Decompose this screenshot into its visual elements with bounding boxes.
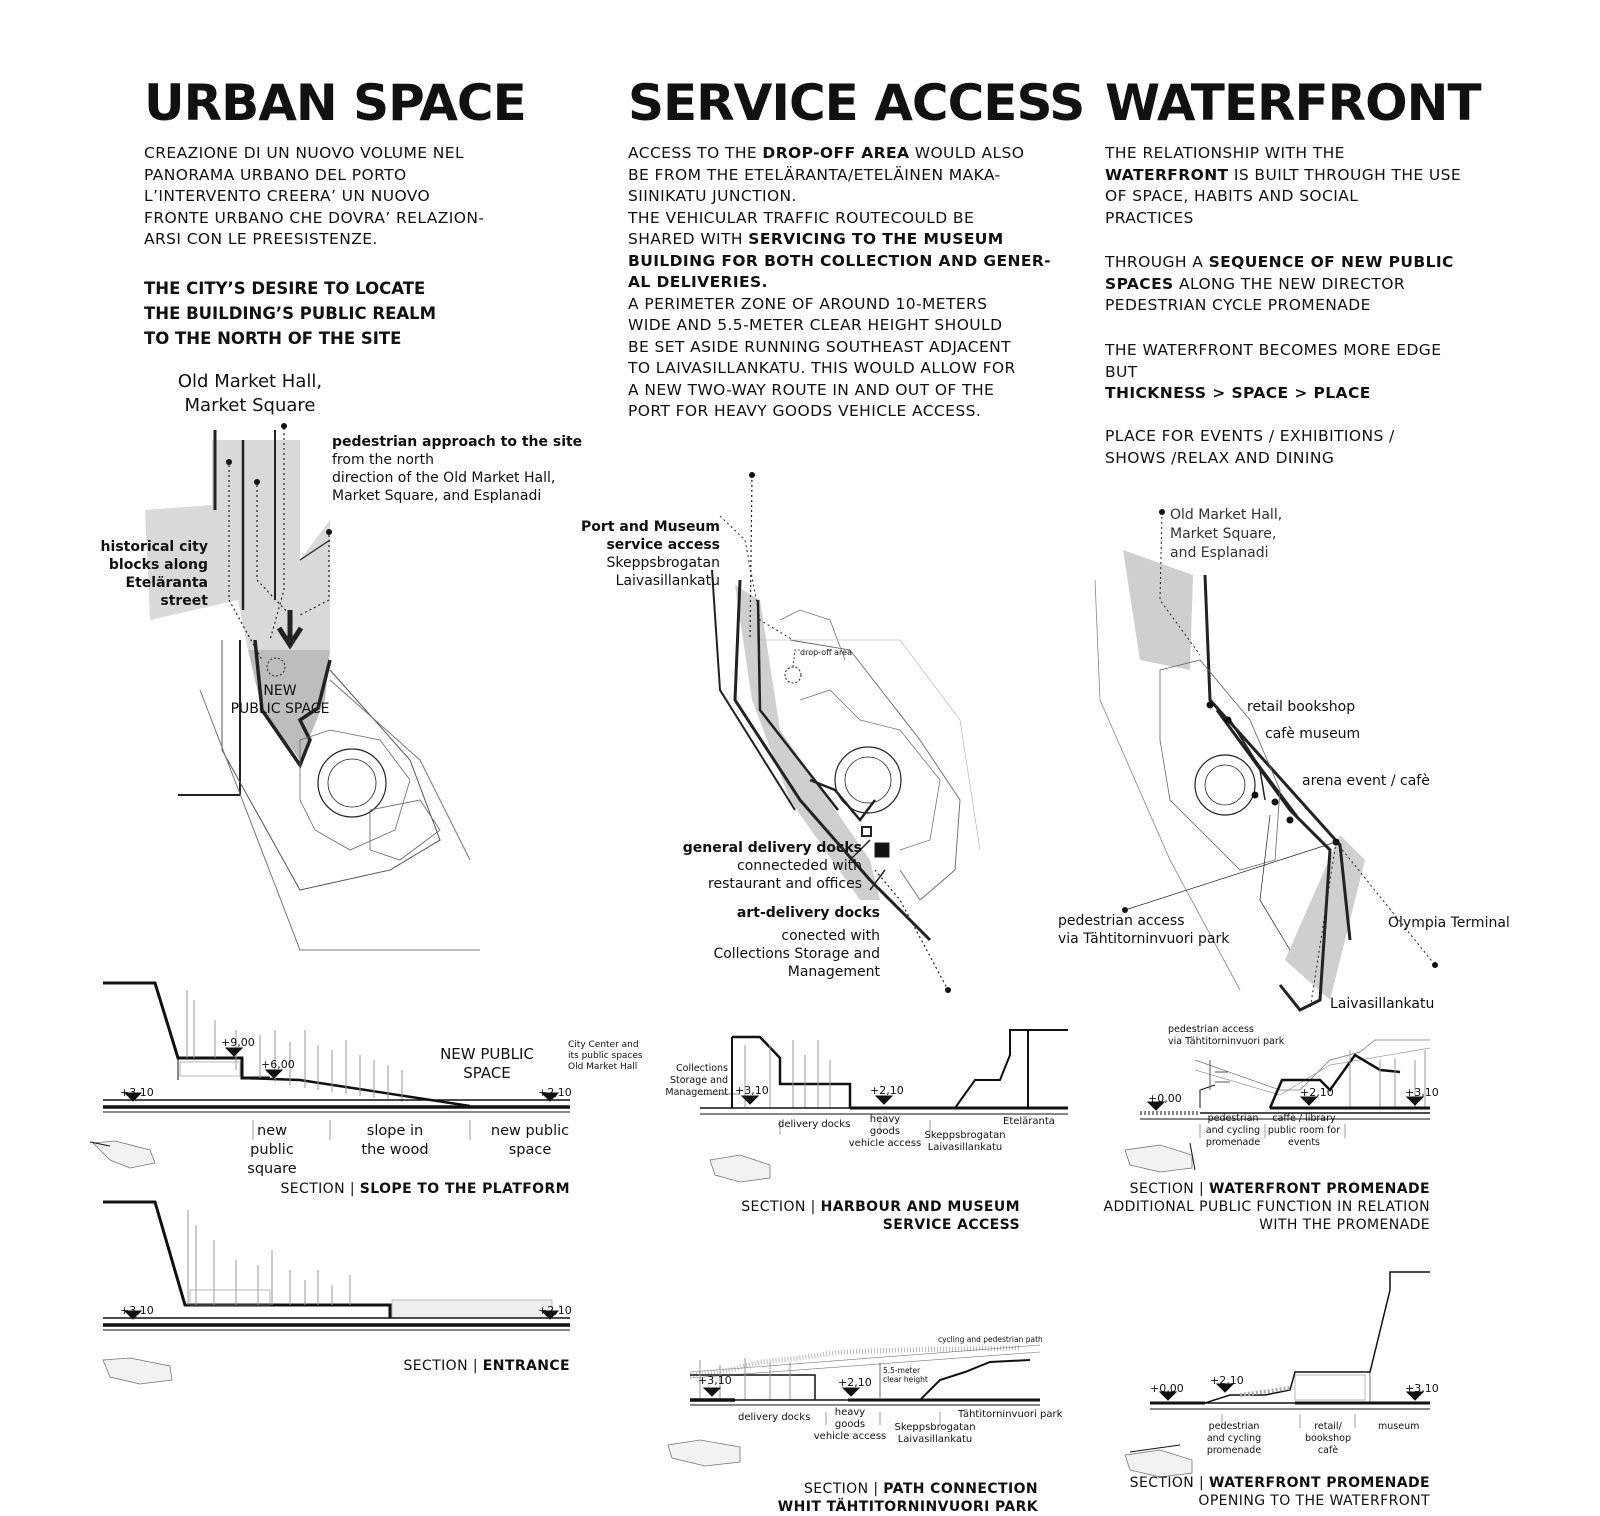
- wf2-level-a: +0,00: [1150, 1382, 1184, 1395]
- path-heavy-goods: heavy goods vehicle access: [813, 1407, 887, 1442]
- harbour-skepps: Skeppsbrogatan Laivasillankatu: [924, 1130, 1006, 1153]
- harbour-level-a: +3,10: [735, 1084, 769, 1097]
- entrance-section-caption: SECTION | ENTRANCE: [403, 1358, 570, 1374]
- historical-blocks-label: historical city blocks along Eteläranta street: [100, 539, 208, 609]
- general-docks-label: general delivery docks connecteded with restaurant and offices: [682, 840, 862, 892]
- waterfront-title: WATERFRONT: [1105, 74, 1481, 132]
- drop-off-label: drop-off area: [800, 648, 852, 657]
- art-docks-label: art-delivery docks conected with Collections Storage and Management: [713, 905, 880, 980]
- wf2-level-c: +3,10: [1405, 1382, 1439, 1395]
- waterfront-p3: THE WATERFRONT BECOMES MORE EDGE BUT THICKNESS > SPACE > PLACE: [1105, 341, 1442, 402]
- laivasillankatu-label: Laivasillankatu: [1330, 996, 1435, 1012]
- harbour-heavy-goods: heavy goods vehicle access: [848, 1114, 922, 1149]
- slope-city-center-note: City Center and its public spaces Old Market Hall: [568, 1040, 643, 1072]
- slope-level-a: +3,10: [120, 1086, 154, 1099]
- entrance-level-b: +2,10: [538, 1304, 572, 1317]
- wf1-level-c: +3,10: [1405, 1086, 1439, 1099]
- urban-map-top-label: Old Market Hall, Market Square: [177, 371, 323, 416]
- wf2-section-caption: SECTION | WATERFRONT PROMENADE OPENING TO THE WATERFRONT: [1129, 1475, 1430, 1509]
- slope-level-d: +2,10: [538, 1086, 572, 1099]
- service-intro-text: ACCESS TO THE DROP-OFF AREA WOULD ALSO BE FROM THE ETELÄRANTA/ETELÄINEN MAKA- SIINIKATU JUNCTION. THE VEHICULAR TRAFFIC ROUTECOULD BE SHARED WITH SERVICING TO THE MUSEUM BUILDING FOR BOTH COLLECTION AND GENER- AL DELIVERIES. A PERIMETER ZONE OF AROUND 10-METERS WIDE AND 5.5-METER CLEAR HEIGHT SHOULD BE SET ASIDE RUNNING SOUTHEAST ADJACENT TO LAIVASILLANKATU. THIS WOULD ALLOW FOR A NEW TWO-WAY ROUTE IN AND OUT OF THE PORT FOR HEAVY GOODS VEHICLE ACCESS.: [628, 144, 1052, 420]
- urban-intro-text: CREAZIONE DI UN NUOVO VOLUME NEL PANORAMA URBANO DEL PORTO L’INTERVENTO CREERA’ UN NUOVO FRONTE URBANO CHE DOVRA’ RELAZION- ARSI CON LE PREESISTENZE.: [144, 144, 485, 248]
- harbour-etelaranta: Eteläranta: [1003, 1116, 1055, 1127]
- wf1-section-caption: SECTION | WATERFRONT PROMENADE ADDITIONAL PUBLIC FUNCTION IN RELATION WITH THE PROMENADE: [1103, 1181, 1430, 1233]
- path-level-b: +2,10: [838, 1376, 872, 1389]
- section-waterfront-1: [1125, 1040, 1430, 1172]
- path-park: Tähtitorninvuori park: [958, 1409, 1063, 1420]
- service-access-title: SERVICE ACCESS: [628, 74, 1085, 132]
- waterfront-p4: PLACE FOR EVENTS / EXHIBITIONS / SHOWS /RELAX AND DINING: [1105, 427, 1395, 467]
- wf2-museum: museum: [1378, 1421, 1420, 1432]
- wf1-cafe-library: caffè / library public room for events: [1267, 1113, 1341, 1148]
- urban-space-title: URBAN SPACE: [144, 74, 526, 132]
- wf1-promenade: pedestrian and cycling promenade: [1205, 1113, 1261, 1148]
- arena-event-label: arena event / cafè: [1302, 773, 1430, 789]
- section-waterfront-2: [1125, 1272, 1430, 1477]
- slope-section-caption: SECTION | SLOPE TO THE PLATFORM: [280, 1181, 570, 1197]
- path-skepps: Skeppsbrogatan Laivasillankatu: [894, 1422, 976, 1445]
- slope-level-c: +6,00: [261, 1058, 295, 1071]
- port-access-label: Port and Museum service access Skeppsbrogatan Laivasillankatu: [581, 519, 720, 589]
- wf1-level-b: +2,10: [1300, 1086, 1334, 1099]
- slope-label-space: new public space: [490, 1123, 570, 1158]
- path-section-caption: SECTION | PATH CONNECTION WHIT TÄHTITORNINVUORI PARK: [777, 1481, 1038, 1515]
- harbour-delivery-docks: delivery docks: [778, 1119, 851, 1130]
- waterfront-p1: THE RELATIONSHIP WITH THE WATERFRONT IS BUILT THROUGH THE USE OF SPACE, HABITS AND SOCIAL PRACTICES: [1105, 144, 1462, 227]
- section-harbour: [700, 1030, 1068, 1182]
- wf2-promenade: pedestrian and cycling promenade: [1206, 1421, 1262, 1456]
- slope-level-b: +9,00: [221, 1036, 255, 1049]
- slope-label-square: new public square: [247, 1123, 297, 1177]
- section-path: [668, 1345, 1040, 1466]
- slope-label-slope: slope in the wood: [361, 1123, 429, 1158]
- wf2-level-b: +2,10: [1210, 1374, 1244, 1387]
- wf1-top-note: pedestrian access via Tähtitorninvuori park: [1168, 1024, 1285, 1047]
- new-public-space-map-label: NEW PUBLIC SPACE: [230, 683, 330, 717]
- harbour-level-b: +2,10: [870, 1084, 904, 1097]
- waterfront-p2: THROUGH A SEQUENCE OF NEW PUBLIC SPACES ALONG THE NEW DIRECTOR PEDESTRIAN CYCLE PROMENADE: [1105, 253, 1454, 314]
- path-delivery-docks: delivery docks: [738, 1412, 811, 1423]
- retail-bookshop-label: retail bookshop: [1247, 699, 1356, 715]
- olympia-terminal-label: Olympia Terminal: [1388, 915, 1510, 931]
- path-note: cycling and pedestrian path: [938, 1335, 1043, 1344]
- pedestrian-access-label: pedestrian access via Tähtitorninvuori park: [1058, 913, 1230, 947]
- entrance-level-a: +3,10: [120, 1304, 154, 1317]
- urban-emphasis-text: THE CITY’S DESIRE TO LOCATE THE BUILDING’S PUBLIC REALM TO THE NORTH OF THE SITE: [144, 279, 437, 348]
- harbour-section-caption: SECTION | HARBOUR AND MUSEUM SERVICE ACCESS: [741, 1199, 1020, 1233]
- wf2-retail: retail/ bookshop cafè: [1305, 1421, 1351, 1456]
- waterfront-map-top-label: Old Market Hall, Market Square, and Esplanadi: [1170, 507, 1283, 561]
- cafe-museum-label: cafè museum: [1265, 726, 1361, 742]
- slope-new-public-space: NEW PUBLIC SPACE: [440, 1045, 534, 1082]
- pedestrian-approach-label: pedestrian approach to the site from the north direction of the Old Market Hall, Market Square, and Esplanadi: [332, 434, 583, 504]
- wf1-level-a: +0,00: [1148, 1092, 1182, 1105]
- path-clear-height: 5.5-meter clear height: [883, 1366, 928, 1384]
- harbour-collections: Collections Storage and Management: [665, 1063, 728, 1098]
- path-level-a: +3,10: [698, 1374, 732, 1387]
